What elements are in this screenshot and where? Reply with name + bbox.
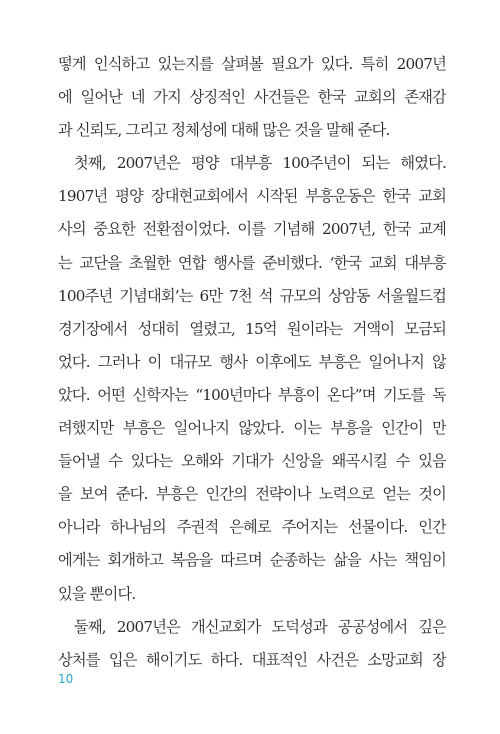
page-number: 10 xyxy=(58,672,74,686)
text-line: 들어낼 수 있다는 오해와 기대가 신앙을 왜곡시킬 수 있음 xyxy=(58,452,446,471)
text-line: 둘째, 2007년은 개신교회가 도덕성과 공공성에서 깊은 xyxy=(74,617,446,636)
text-line: 사의 중요한 전환점이었다. 이를 기념해 2007년, 한국 교계 xyxy=(58,220,446,239)
text-line: 100주년 기념대회’는 6만 7천 석 규모의 상암동 서울월드컵 xyxy=(58,286,446,305)
text-line: 아니라 하나님의 주권적 은혜로 주어지는 선물이다. 인간 xyxy=(58,518,446,537)
text-line: 경기장에서 성대히 열렸고, 15억 원이라는 거액이 모금되 xyxy=(58,319,446,338)
text-line: 떻게 인식하고 있는지를 살펴볼 필요가 있다. 특히 2007년 xyxy=(58,55,446,73)
text-line: 에 일어난 네 가지 상징적인 사건들은 한국 교회의 존재감 xyxy=(58,88,446,107)
text-line: 았다. 어떤 신학자는 “100년마다 부흥이 온다”며 기도를 독 xyxy=(58,385,446,404)
text-line: 있을 뿐이다. xyxy=(58,584,136,603)
text-line: 을 보여 준다. 부흥은 인간의 전략이나 노력으로 얻는 것이 xyxy=(58,485,446,504)
body-text xyxy=(58,48,446,677)
text-line: 1907년 평양 장대현교회에서 시작된 부흥운동은 한국 교회 xyxy=(58,187,446,206)
text-line: 첫째, 2007년은 평양 대부흥 100주년이 되는 해였다. xyxy=(74,154,446,173)
text-line: 는 교단을 초월한 연합 행사를 준비했다. ‘한국 교회 대부흥 xyxy=(58,253,446,272)
text-line: 상처를 입은 해이기도 하다. 대표적인 사건은 소망교회 장 xyxy=(58,650,446,669)
text-line: 려했지만 부흥은 일어나지 않았다. 이는 부흥을 인간이 만 xyxy=(58,419,446,438)
text-line: 었다. 그러나 이 대규모 행사 이후에도 부흥은 일어나지 않 xyxy=(58,352,446,371)
text-line: 에게는 회개하고 복음을 따르며 순종하는 삶을 사는 책임이 xyxy=(58,551,446,570)
text-line: 과 신뢰도, 그리고 정체성에 대해 많은 것을 말해 준다. xyxy=(58,121,390,140)
